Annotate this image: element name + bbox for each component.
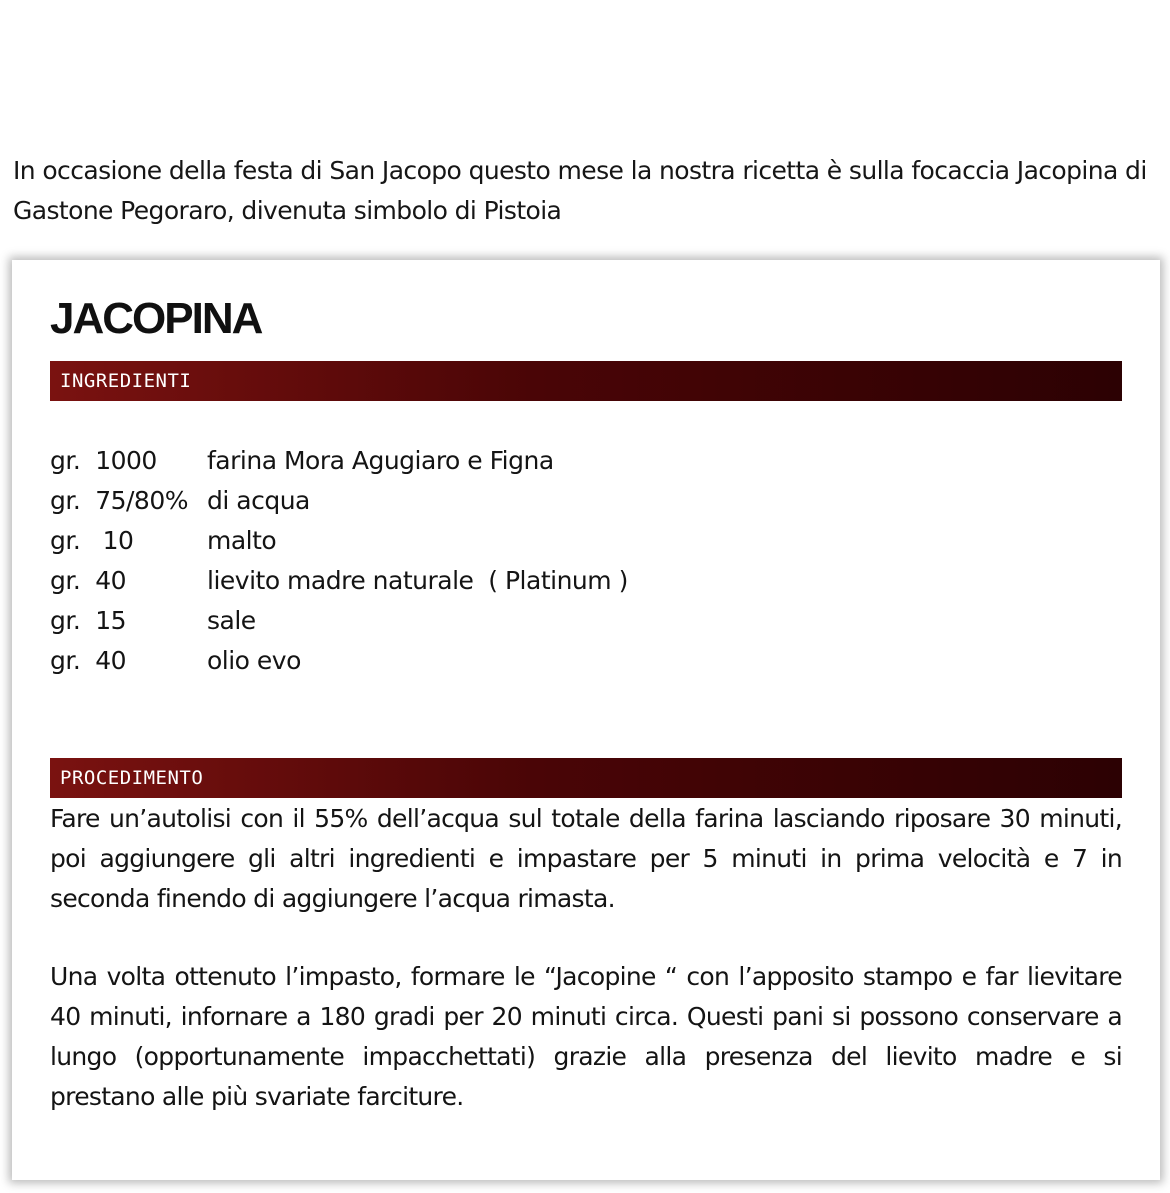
ingredients-heading: INGREDIENTI <box>50 361 1122 401</box>
ingredient-qty: gr. 75/80% <box>50 486 188 515</box>
recipe-card <box>12 260 1160 1180</box>
ingredient-row <box>50 481 628 521</box>
ingredient-row <box>50 561 628 601</box>
ingredient-row <box>50 641 628 681</box>
ingredient-qty: gr. 40 <box>50 646 127 675</box>
procedure-heading: PROCEDIMENTO <box>50 758 1122 798</box>
intro-text: In occasione della festa di San Jacopo questo mese la nostra ricetta è sulla focaccia Jacopina di Gastone Pegoraro, divenuta simbolo di Pistoia <box>13 156 1147 225</box>
ingredient-name: malto <box>207 526 277 555</box>
ingredient-name: di acqua <box>207 486 310 515</box>
ingredient-name: farina Mora Agugiaro e Figna <box>207 446 554 475</box>
ingredient-name: lievito madre naturale ( Platinum ) <box>207 566 628 595</box>
recipe-title: JACOPINA <box>50 294 262 343</box>
ingredient-row <box>50 441 628 481</box>
ingredient-row <box>50 521 628 561</box>
ingredient-qty: gr. 1000 <box>50 446 157 475</box>
ingredient-qty: gr. 10 <box>50 526 134 555</box>
ingredient-qty: gr. 40 <box>50 566 127 595</box>
procedure-paragraph-2: Una volta ottenuto l’impasto, formare le “Jacopine “ con l’apposito stampo e far lievitare 40 minuti, infornare a 180 gradi per 20 minuti circa. Questi pani si possono conservare a lungo (opportunamente impacchettati) grazie alla presenza del lievito madre e si prestano alle più svariate farciture. <box>50 962 1122 1111</box>
ingredient-name: sale <box>207 606 256 635</box>
ingredients-list <box>50 441 628 681</box>
ingredient-row <box>50 601 628 641</box>
procedure-paragraph-1: Fare un’autolisi con il 55% dell’acqua sul totale della farina lasciando riposare 30 minuti, poi aggiungere gli altri ingredienti e impastare per 5 minuti in prima velocità e 7 in seconda finendo di aggiungere l’acqua rimasta. <box>50 804 1122 913</box>
ingredient-name: olio evo <box>207 646 301 675</box>
ingredient-qty: gr. 15 <box>50 606 127 635</box>
